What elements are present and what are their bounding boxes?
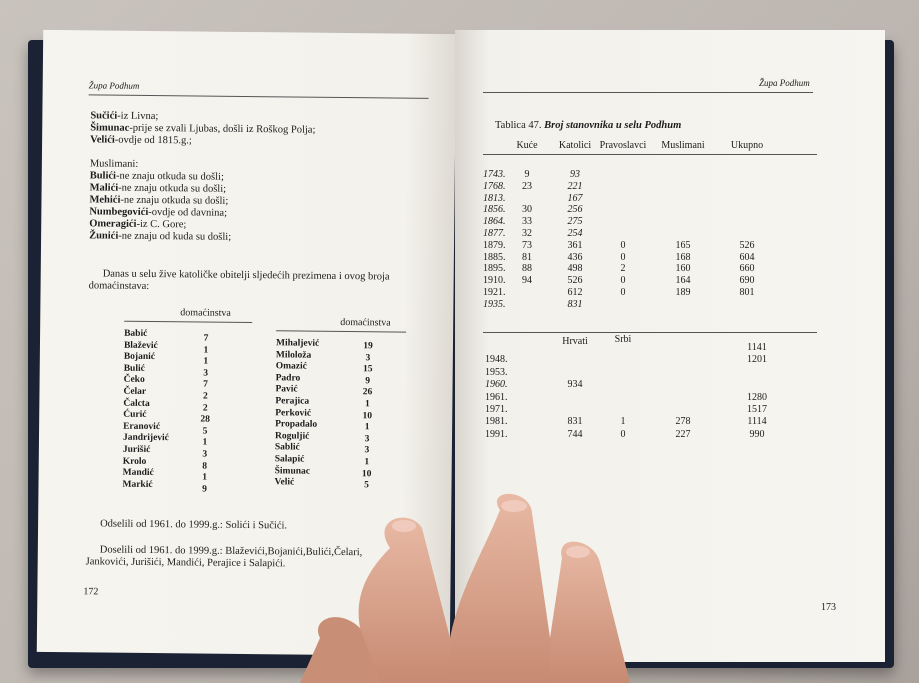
table-year: 1961. [485,391,508,403]
table-cell: 526 [739,239,755,251]
family-name: Šimunac [274,465,311,477]
family-line: Šimunac-prije se zvali Ljubas, došli iz Roškog Polja; [90,122,316,136]
household-count: 10 [362,410,373,421]
fingernail [392,520,416,532]
family-name: Bulić [123,363,145,374]
table-year: 1885. [483,251,506,263]
family-line: Mehići-ne znaju otkuda su došli; [89,194,229,207]
family-name: Perajica [275,396,310,407]
table-year: 1991. [485,428,508,440]
finger-index [359,518,450,683]
table-cell: 990 [749,428,765,440]
table-cell: 604 [739,251,755,263]
table-column-header: Ukupno [730,140,764,151]
family-name: Propadalo [275,419,318,430]
table-cell: 0 [620,287,626,298]
household-count: 1 [202,437,208,448]
table-year: 1895. [483,263,506,275]
table-cell: 278 [675,416,691,428]
column-header-2: domaćinstva [340,316,391,329]
household-count: 9 [365,376,371,387]
running-head-left: Župa Podhum [88,80,140,91]
table-cell: 1517 [747,404,767,415]
family-name: Babić [124,328,148,339]
household-count: 28 [200,414,210,425]
household-count: 1 [364,399,370,410]
table-cell: 189 [675,287,691,298]
family-name: Omazić [275,361,307,372]
table-section-rule [483,332,817,333]
page-number-left: 172 [83,586,99,598]
table-cell: 1141 [747,342,767,353]
table-year: 1921. [483,287,506,298]
household-count: 2 [203,391,208,402]
table-cell: 526 [567,275,583,287]
family-name: Miloloža [275,349,312,361]
finger-ring [550,542,630,683]
family-name: Mandić [122,467,154,479]
intro-text: Danas u selu žive katoličke obitelji sljedećih prezimena i ovog broja [102,268,390,283]
table-cell: 160 [675,263,691,275]
family-name: Čalcta [123,398,150,409]
table-cell: 0 [620,275,626,287]
household-count: 3 [202,449,208,460]
table-year: 1910. [483,275,506,287]
table-cell: 81 [522,251,532,263]
household-count: 3 [365,352,371,363]
household-count: 1 [203,356,209,367]
table-cell: 744 [567,428,583,440]
table-year: 1813. [483,192,506,204]
table-year: 1879. [483,239,506,251]
table-cell: 436 [567,251,583,263]
table-cell: 33 [522,216,532,228]
family-line: Sučići-iz Livna; [90,110,159,123]
household-count: 1 [202,472,208,483]
immigrated-note-cont: Jankovići, Jurišići, Mandići, Perajice i Salapići. [85,556,286,570]
table-cell: 164 [675,275,691,287]
table-cell: 0 [620,251,626,263]
family-name: Eranović [123,421,161,432]
table-cell: 168 [675,251,691,263]
column-rule-2 [276,330,406,332]
household-count: 1 [203,345,209,356]
household-count: 1 [364,422,370,433]
table-year: 1953. [485,366,508,378]
header-rule-right [483,92,813,93]
table-cell: 1114 [747,416,767,428]
table-year: 1935. [483,298,506,310]
table-cell: 254 [567,228,583,239]
table-cell: 660 [739,263,755,275]
table-cell: 801 [739,287,755,298]
intro-text-cont: domaćinstava: [88,280,150,292]
table-cell: 612 [567,287,583,298]
table-cell: 0 [620,428,626,440]
table-cell: 256 [567,204,583,216]
household-count: 8 [202,461,208,472]
household-count: 15 [362,364,373,375]
hand-photo [300,488,660,683]
household-count: 5 [364,480,369,491]
family-name: Pavić [275,384,298,395]
table-cell: 73 [522,239,532,251]
table-column-header: Pravoslavci [599,140,647,151]
table-cell: 1201 [747,354,767,366]
running-head-right: Župa Podhum [759,78,810,88]
fingernail [566,546,590,558]
column-rule-1 [124,321,252,323]
family-name: Ćurić [123,409,147,421]
family-name: Padro [275,373,301,384]
emigrated-note: Odselili od 1961. do 1999.g.: Solići i Sučići. [100,518,288,532]
household-count: 7 [203,333,209,344]
family-name: Roguljić [274,431,310,442]
household-count: 10 [361,468,372,479]
table-year: 1948. [485,354,508,366]
table-cell: 9 [524,169,530,180]
table-year: 1768. [483,180,506,192]
family-name: Sablić [274,442,300,453]
family-name: Mihaljević [275,338,320,349]
family-line: Malići-ne znaju otkuda su došli; [89,182,227,195]
table-header-rule [483,154,817,155]
page-number-right: 173 [821,602,836,613]
family-name: Perković [275,407,312,419]
table-year: 1981. [485,416,508,428]
table-column-header: Srbi [614,334,632,345]
family-name: Blažević [123,340,158,351]
family-name: Jurišić [122,444,151,455]
household-count: 3 [203,368,209,379]
table-year: 1743. [483,169,506,180]
finger-middle [450,494,550,683]
fingernail [501,500,527,512]
table-cell: 88 [522,263,532,275]
household-count: 5 [202,426,208,437]
table-cell: 30 [522,204,532,216]
household-count: 3 [364,434,370,445]
table-column-header: Muslimani [661,140,705,151]
table-cell: 690 [739,275,755,287]
table-year: 1960. [485,379,508,391]
table-cell: 0 [620,239,626,251]
household-count: 1 [364,457,370,468]
muslims-label: Muslimani: [89,158,139,170]
family-line: Numbegovići-ovdje od davnina; [89,206,228,219]
family-name: Velić [274,477,295,488]
household-count: 7 [203,379,208,390]
table-year: 1864. [483,216,506,228]
table-cell: 227 [675,428,691,440]
table-cell: 23 [522,180,532,192]
family-name: Krolo [122,456,147,467]
table-column-header: Hrvati [562,336,588,347]
table-cell: 275 [567,216,583,228]
table-cell: 831 [567,416,583,428]
household-count: 2 [202,403,208,414]
family-name: Salapić [274,454,305,465]
family-line: Omeragići-iz C. Gore; [89,218,187,231]
household-count: 19 [363,341,373,352]
column-header-1: domaćinstva [180,307,231,319]
family-name: Čeko [123,375,145,386]
table-cell: 2 [620,263,626,275]
family-line: Žunići-ne znaju od kuda su došli; [89,230,232,243]
household-count: 9 [202,484,207,495]
table-cell: 498 [567,263,583,275]
table-column-header: Kuće [516,140,538,151]
table-cell: 94 [522,275,532,287]
family-name: Jandrijević [122,433,169,444]
table-cell: 93 [570,169,580,180]
table-cell: 1 [620,416,626,428]
table-column-header: Katolici [558,140,592,151]
family-line: Bulići-ne znaju otkuda su došli; [89,170,224,183]
table-year: 1877. [483,228,506,239]
family-line: Velići-ovdje od 1815.g.; [90,134,192,147]
table-cell: 32 [522,228,532,239]
table-cell: 361 [567,239,583,251]
header-rule-left [89,94,429,99]
family-name: Bojanić [123,351,156,363]
table-cell: 934 [567,379,583,391]
household-count: 3 [364,445,370,456]
family-name: Markić [122,479,153,490]
table-year: 1856. [483,204,506,216]
table-cell: 1280 [747,391,767,403]
table-title: Tablica 47. Broj stanovnika u selu Podhum [495,120,682,131]
table-year: 1971. [485,404,508,415]
table-cell: 221 [567,180,583,192]
table-cell: 165 [675,239,691,251]
table-cell: 831 [567,298,583,310]
family-name: Čelar [123,386,147,397]
household-count: 26 [362,387,373,398]
immigrated-note: Doselili od 1961. do 1999.g.: Blaževići,Bojanići,Bulići,Čelari, [99,544,363,559]
table-cell: 167 [567,192,583,204]
